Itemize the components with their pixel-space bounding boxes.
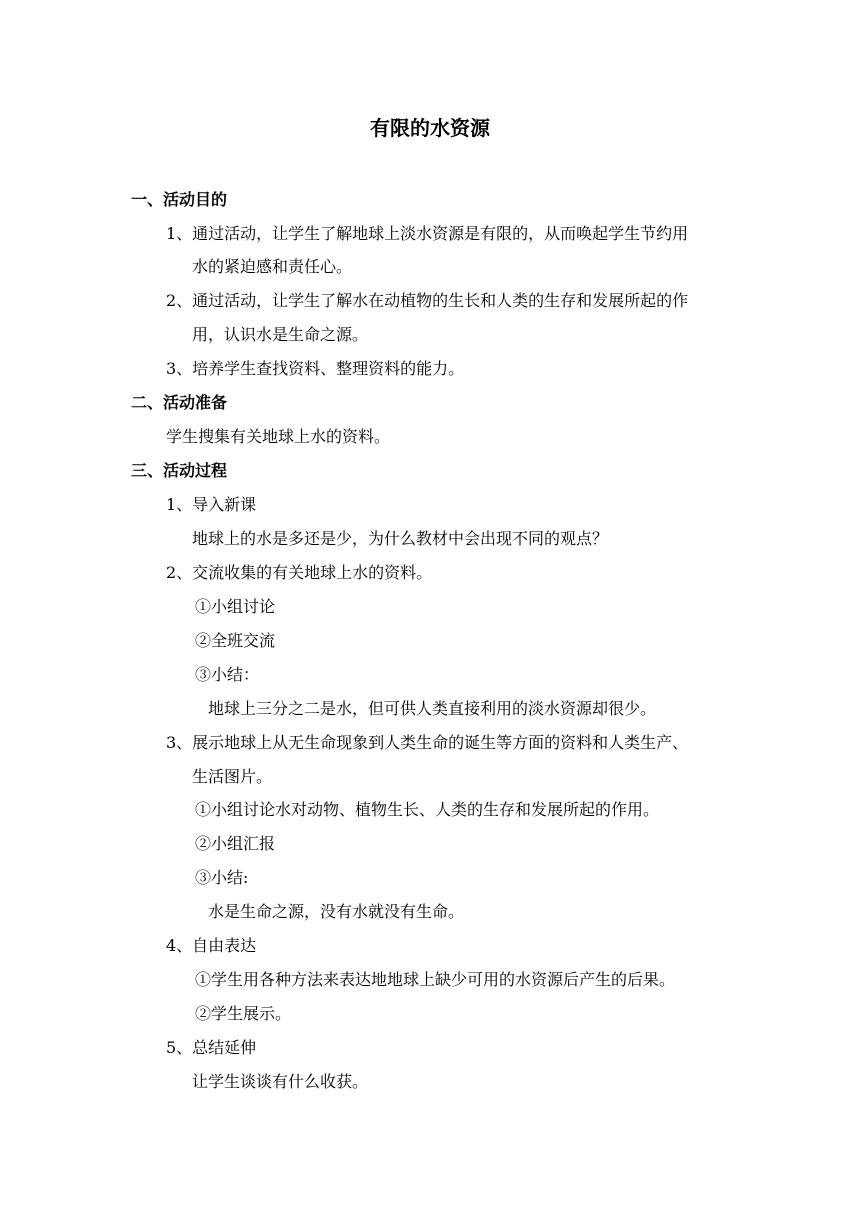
process-step-3-line-1: 3、展示地球上从无生命现象到人类生命的诞生等方面的资料和人类生产、	[166, 733, 689, 752]
process-step-5-text: 让学生谈谈有什么收获。	[192, 1072, 369, 1091]
process-step-2-sub-1: ①小组讨论	[195, 597, 276, 616]
section-heading-purpose: 一、活动目的	[131, 190, 228, 209]
process-step-2: 2、交流收集的有关地球上水的资料。	[166, 563, 433, 582]
process-step-3-line-2: 生活图片。	[192, 767, 273, 786]
process-step-4-sub-1: ①学生用各种方法来表达地地球上缺少可用的水资源后产生的后果。	[195, 970, 676, 989]
process-step-3-sub-2: ②小组汇报	[195, 834, 276, 853]
document-title: 有限的水资源	[370, 116, 490, 140]
process-step-4: 4、自由表达	[166, 936, 257, 955]
process-step-5: 5、总结延伸	[166, 1038, 257, 1057]
process-step-1: 1、导入新课	[166, 495, 257, 514]
process-step-4-sub-2: ②学生展示。	[195, 1004, 292, 1023]
section-heading-preparation: 二、活动准备	[131, 393, 228, 412]
process-step-2-sub-2: ②全班交流	[195, 631, 276, 650]
purpose-item-1-line-1: 1、通过活动，让学生了解地球上淡水资源是有限的，从而唤起学生节约用	[166, 224, 689, 243]
section-heading-process: 三、活动过程	[131, 461, 228, 480]
purpose-item-3: 3、培养学生查找资料、整理资料的能力。	[166, 359, 465, 378]
process-step-1-text: 地球上的水是多还是少，为什么教材中会出现不同的观点？	[192, 529, 609, 548]
purpose-item-2-line-1: 2、通过活动，让学生了解水在动植物的生长和人类的生存和发展所起的作	[166, 291, 689, 310]
process-step-2-summary: 地球上三分之二是水，但可供人类直接利用的淡水资源却很少。	[208, 699, 657, 718]
process-step-3-sub-1: ①小组讨论水对动物、植物生长、人类的生存和发展所起的作用。	[195, 800, 660, 819]
purpose-item-1-line-2: 水的紧迫感和责任心。	[192, 257, 353, 276]
purpose-item-2-line-2: 用，认识水是生命之源。	[192, 325, 369, 344]
process-step-3-summary: 水是生命之源，没有水就没有生命。	[208, 902, 465, 921]
process-step-2-sub-3: ③小结：	[195, 665, 260, 684]
preparation-text: 学生搜集有关地球上水的资料。	[166, 427, 391, 446]
process-step-3-sub-3: ③小结:	[195, 868, 249, 887]
